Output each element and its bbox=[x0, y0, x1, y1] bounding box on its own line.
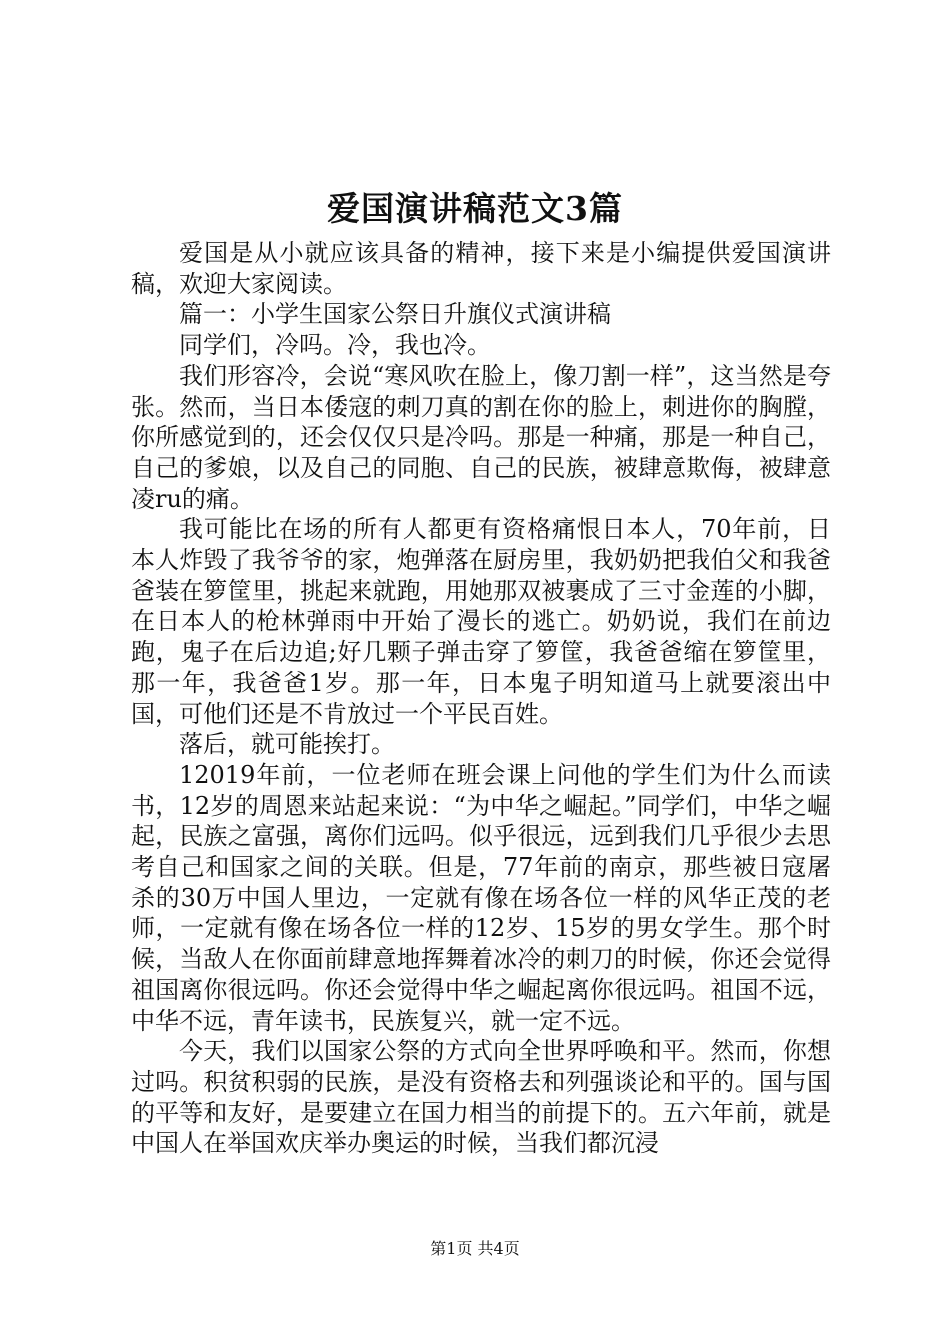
paragraph-grandparents: 我可能比在场的所有人都更有资格痛恨日本人，70年前，日本人炸毁了我爷爷的家，炮弹落在厨房里，我奶奶把我伯父和我爸爸装在箩筐里，挑起来就跑，用她那双被裹成了三寸金莲的小脚，在日本人的枪林弹雨中开始了漫长的逃亡。奶奶说，我们在前边跑，鬼子在后边追;好几颗子弹击穿了箩筐，我爸爸缩在箩筐里，那一年，我爸爸1岁。那一年，日本鬼子明知道马上就要滚出中国，可他们还是不肯放过一个平民百姓。 bbox=[131, 515, 831, 728]
document-title: 爱国演讲稿范文3篇 bbox=[327, 189, 623, 228]
page-number: 第1页 共4页 bbox=[430, 1239, 520, 1258]
paragraph-peace: 今天，我们以国家公祭的方式向全世界呼唤和平。然而，你想过吗。积贫积弱的民族，是没有资格去和列强谈论和平的。国与国的平等和友好，是要建立在国力相当的前提下的。五六年前，就是中国人在举国欢庆举办奥运的时候，当我们都沉浸 bbox=[131, 1037, 831, 1158]
paragraph-intro: 爱国是从小就应该具备的精神，接下来是小编提供爱国演讲稿，欢迎大家阅读。 bbox=[131, 239, 831, 298]
paragraph-zhou-enlai: 12019年前，一位老师在班会课上问他的学生们为什么而读书，12岁的周恩来站起来说：“为中华之崛起。”同学们，中华之崛起，民族之富强，离你们远吗。似乎很远，远到我们几乎很少去思考自己和国家之间的关联。但是，77年前的南京，那些被日寇屠杀的30万中国人里边，一定就有像在场各位一样的风华正茂的老师，一定就有像在场各位一样的12岁、15岁的男女学生。那个时候，当敌人在你面前肆意地挥舞着冰冷的刺刀的时候，你还会觉得祖国离你很远吗。你还会觉得中华之崛起离你很远吗。祖国不远，中华不远，青年读书，民族复兴，就一定不远。 bbox=[131, 760, 831, 1035]
paragraph-cold: 我们形容冷，会说“寒风吹在脸上，像刀割一样”，这当然是夸张。然而，当日本倭寇的刺刀真的割在你的脸上，刺进你的胸膛，你所感觉到的，还会仅仅只是冷吗。那是一种痛，那是一种自己，自己的爹娘，以及自己的同胞、自己的民族，被肆意欺侮，被肆意凌ru的痛。 bbox=[131, 361, 831, 513]
paragraph-greeting: 同学们，冷吗。冷，我也冷。 bbox=[179, 331, 491, 360]
document-body bbox=[131, 238, 831, 1159]
paragraph-backward: 落后，就可能挨打。 bbox=[179, 730, 395, 759]
paragraph-section-heading: 篇一：小学生国家公祭日升旗仪式演讲稿 bbox=[179, 300, 611, 329]
